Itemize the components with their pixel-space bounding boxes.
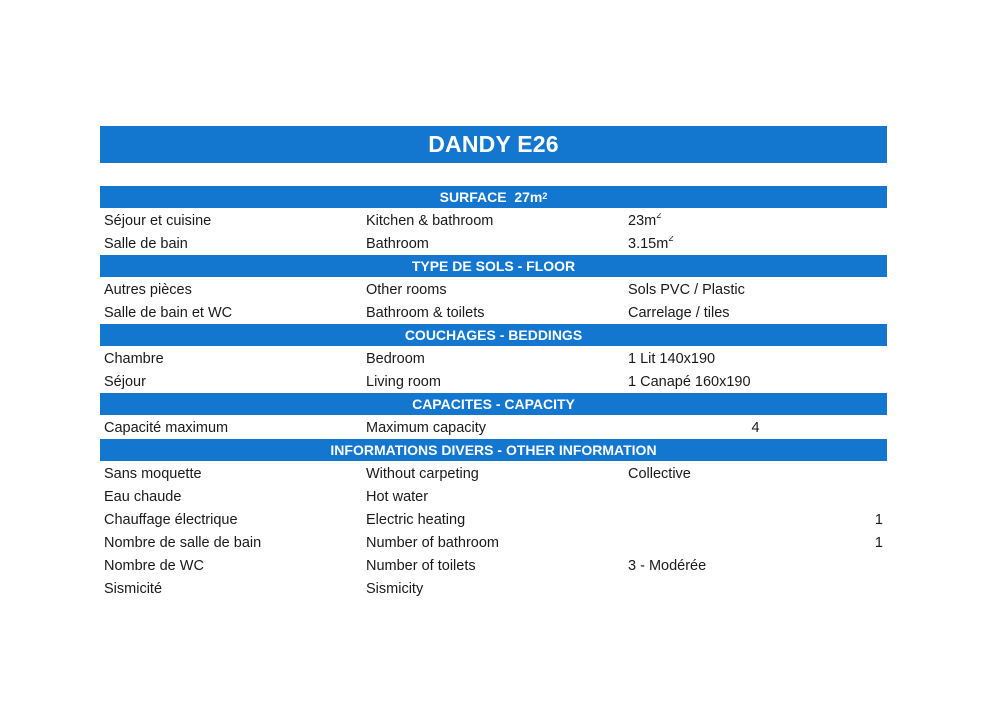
label-fr: Salle de bain — [104, 235, 188, 252]
section-header-other: INFORMATIONS DIVERS - OTHER INFORMATION — [100, 439, 887, 461]
superscript: 2 — [656, 212, 662, 220]
value-cell — [624, 351, 887, 367]
label-en: Other rooms — [366, 281, 447, 298]
table-row — [100, 301, 887, 324]
label-en: Electric heating — [366, 511, 466, 528]
label-en: Bedroom — [366, 350, 425, 367]
table-row — [100, 232, 887, 255]
label-en: Bathroom — [366, 235, 429, 252]
label-fr: Séjour et cuisine — [104, 212, 212, 229]
value-cell — [624, 236, 887, 252]
spec-sheet — [100, 186, 887, 600]
value: 4 — [751, 419, 760, 436]
page-title: DANDY E26 — [100, 126, 887, 163]
value-cell — [624, 305, 887, 321]
value: 3.15m — [628, 235, 669, 252]
table-row — [100, 278, 887, 301]
value-cell — [624, 374, 887, 390]
table-row — [100, 531, 887, 554]
label-fr: Chauffage électrique — [104, 511, 238, 528]
table-row — [100, 347, 887, 370]
value: 1 Canapé 160x190 — [628, 373, 751, 390]
value: Sols PVC / Plastic — [628, 281, 745, 298]
label-fr: Nombre de WC — [104, 557, 204, 574]
label-en: Maximum capacity — [366, 419, 487, 436]
value-cell — [624, 213, 887, 229]
label-en: Sismicity — [366, 580, 424, 597]
value: 1 — [874, 534, 883, 551]
section-header-surface: SURFACE 27m $^2$ — [100, 186, 887, 208]
table-row — [100, 554, 887, 577]
label-fr: Sans moquette — [104, 465, 202, 482]
value-cell — [624, 558, 887, 574]
label-fr: Capacité maximum — [104, 419, 229, 436]
value: 1 Lit 140x190 — [628, 350, 716, 367]
value-cell — [624, 420, 887, 436]
label-fr: Sismicité — [104, 580, 163, 597]
label-fr: Eau chaude — [104, 488, 182, 505]
label-en: Number of bathroom — [366, 534, 499, 551]
label-en: Hot water — [366, 488, 429, 505]
section-header-label: SURFACE 27m — [439, 189, 543, 205]
section-header-beddings: COUCHAGES - BEDDINGS — [100, 324, 887, 346]
label-en: Kitchen & bathroom — [366, 212, 494, 229]
value: Carrelage / tiles — [628, 304, 730, 321]
value: 3 - Modérée — [628, 557, 707, 574]
label-en: Living room — [366, 373, 441, 390]
label-en: Without carpeting — [366, 465, 479, 482]
table-row — [100, 209, 887, 232]
label-en: Bathroom & toilets — [366, 304, 485, 321]
label-fr: Chambre — [104, 350, 164, 367]
value-cell — [624, 466, 887, 482]
value: 1 — [874, 511, 883, 528]
value: 23m — [628, 212, 657, 229]
label-fr: Séjour — [104, 373, 146, 390]
superscript: 2 — [668, 235, 674, 243]
section-header-floor: TYPE DE SOLS - FLOOR — [100, 255, 887, 277]
table-row — [100, 370, 887, 393]
value-cell — [624, 535, 887, 551]
label-fr: Autres pièces — [104, 281, 192, 298]
label-fr: Salle de bain et WC — [104, 304, 233, 321]
label-en: Number of toilets — [366, 557, 476, 574]
table-row — [100, 416, 887, 439]
table-row — [100, 577, 887, 600]
value-cell — [624, 512, 887, 528]
table-row — [100, 508, 887, 531]
table-row — [100, 485, 887, 508]
label-fr: Nombre de salle de bain — [104, 534, 262, 551]
table-row — [100, 462, 887, 485]
section-header-capacity: CAPACITES - CAPACITY — [100, 393, 887, 415]
value: Collective — [628, 465, 691, 482]
value-cell — [624, 282, 887, 298]
